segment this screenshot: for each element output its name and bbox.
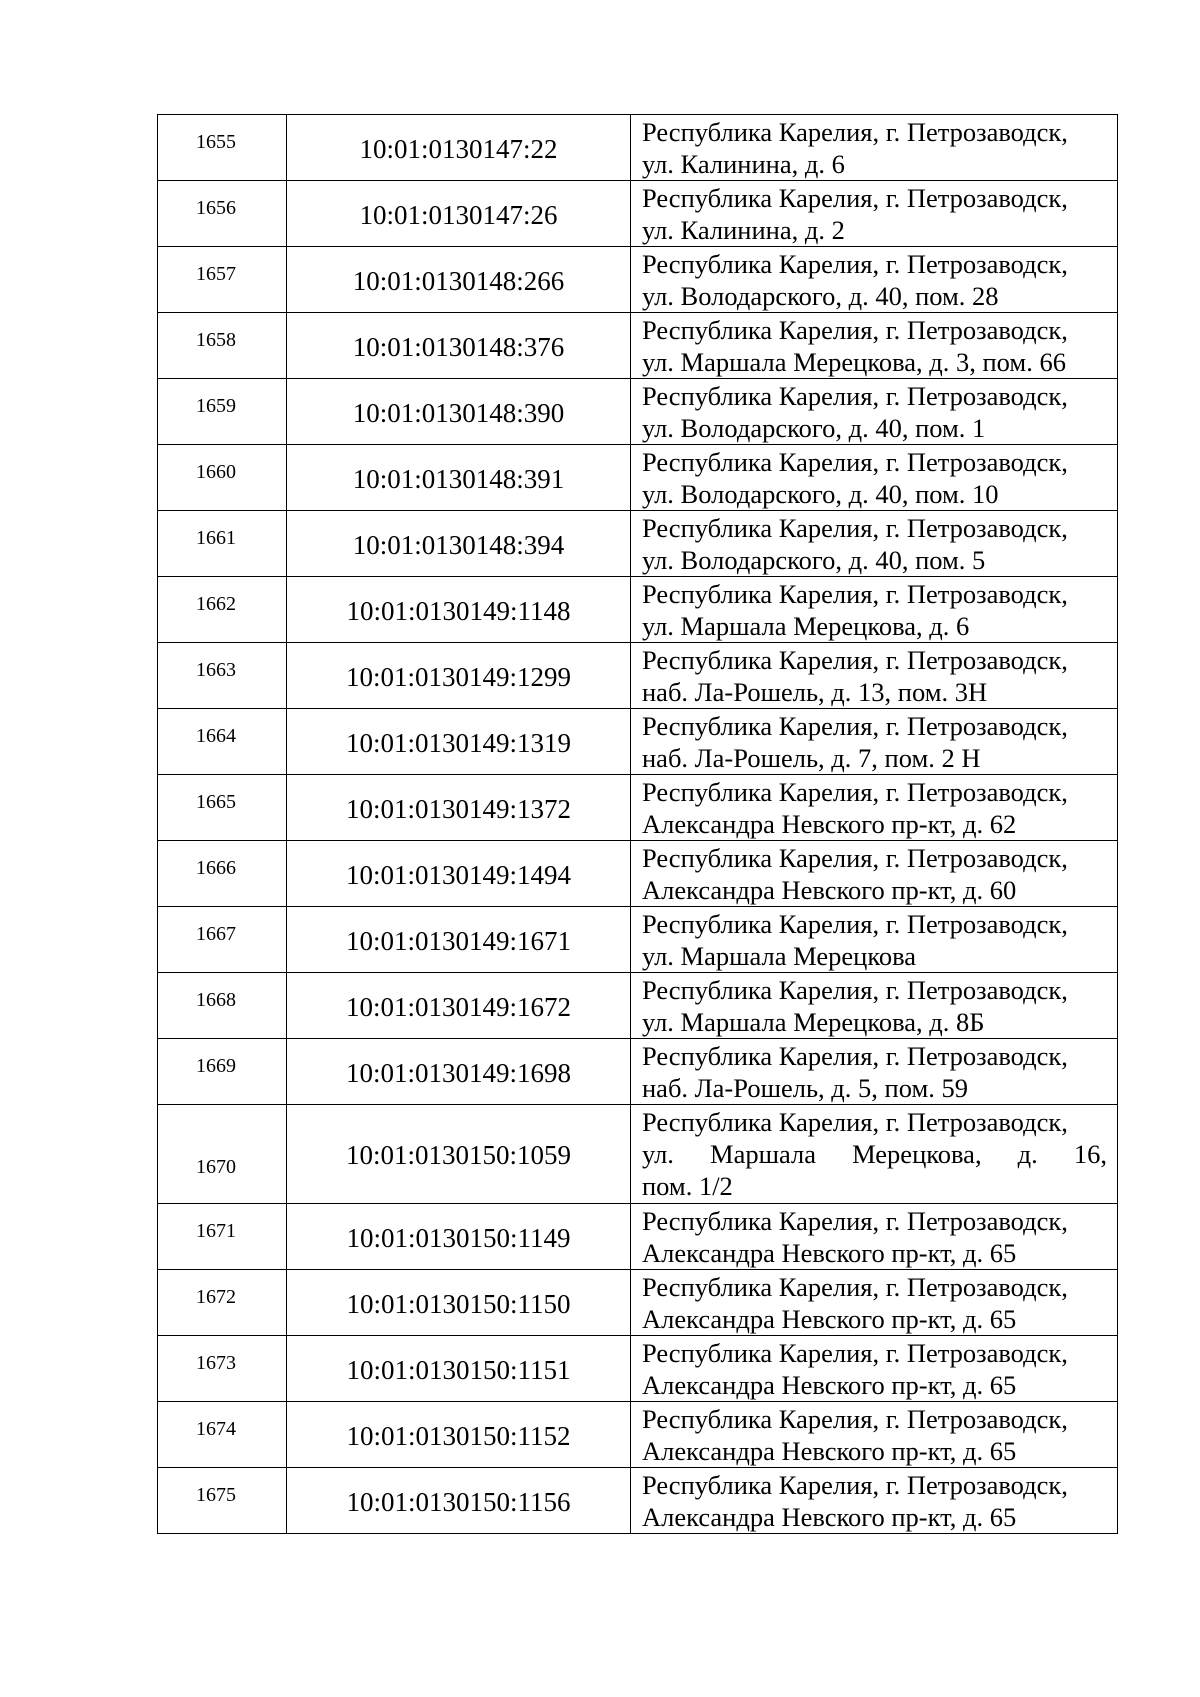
address-line: ул. Калинина, д. 2: [642, 215, 845, 245]
cadastral-number: 10:01:0130148:391: [352, 463, 565, 494]
table-row: [158, 445, 1118, 511]
row-number: 1671: [196, 1220, 236, 1242]
address-line: Александра Невского пр-кт, д. 65: [642, 1502, 1017, 1532]
row-number: 1670: [196, 1156, 236, 1178]
table-row: [158, 1336, 1118, 1402]
cadastral-number: 10:01:0130147:22: [359, 133, 558, 164]
address-line: Александра Невского пр-кт, д. 62: [642, 809, 1017, 839]
address-cell: [631, 1336, 1118, 1402]
address-line: Республика Карелия, г. Петрозаводск,: [642, 1470, 1068, 1500]
row-number-cell: [158, 445, 287, 511]
table-row: [158, 247, 1118, 313]
cadastral-number-cell: [287, 1468, 631, 1534]
address-cell: [631, 709, 1118, 775]
address-line: Александра Невского пр-кт, д. 65: [642, 1370, 1017, 1400]
address-cell: [631, 973, 1118, 1039]
cadastral-number-cell: [287, 1039, 631, 1105]
cadastral-number: 10:01:0130150:1151: [346, 1354, 571, 1385]
address-line: Республика Карелия, г. Петрозаводск,: [642, 579, 1068, 609]
row-number: 1668: [196, 989, 236, 1011]
row-number-cell: [158, 511, 287, 577]
cadastral-number-cell: [287, 1105, 631, 1204]
row-number-cell: [158, 181, 287, 247]
table-row: [158, 577, 1118, 643]
cadastral-number-cell: [287, 115, 631, 181]
table-row: [158, 973, 1118, 1039]
cadastral-number: 10:01:0130150:1152: [346, 1420, 571, 1451]
address-cell: [631, 643, 1118, 709]
address-line: ул. Маршала Мерецкова, д. 3, пом. 66: [642, 347, 1066, 377]
address-cell: [631, 313, 1118, 379]
row-number-cell: [158, 841, 287, 907]
address-cell: [631, 1270, 1118, 1336]
cadastral-number: 10:01:0130148:376: [352, 331, 565, 362]
address-line: наб. Ла-Рошель, д. 13, пом. 3Н: [642, 677, 988, 707]
cadastral-number-cell: [287, 181, 631, 247]
address-cell: [631, 181, 1118, 247]
row-number: 1658: [196, 329, 236, 351]
table-row: [158, 709, 1118, 775]
row-number-cell: [158, 907, 287, 973]
table-row: [158, 511, 1118, 577]
row-number: 1659: [196, 395, 236, 417]
cadastral-number-cell: [287, 379, 631, 445]
address-cell: [631, 1105, 1118, 1204]
cadastral-number: 10:01:0130150:1156: [346, 1486, 571, 1517]
cadastral-number-cell: [287, 1270, 631, 1336]
address-line: Республика Карелия, г. Петрозаводск,: [642, 1272, 1068, 1302]
row-number: 1663: [196, 659, 236, 681]
table-row: [158, 1204, 1118, 1270]
address-line: Республика Карелия, г. Петрозаводск,: [642, 249, 1068, 279]
row-number: 1667: [196, 923, 236, 945]
address-line: ул. Калинина, д. 6: [642, 149, 845, 179]
cadastral-number-cell: [287, 247, 631, 313]
row-number: 1674: [196, 1418, 236, 1440]
cadastral-number-cell: [287, 313, 631, 379]
address-line: Республика Карелия, г. Петрозаводск,: [642, 381, 1068, 411]
cadastral-number-cell: [287, 775, 631, 841]
row-number: 1661: [196, 527, 236, 549]
address-line: ул. Маршала Мерецкова: [642, 941, 917, 971]
table-row: [158, 1468, 1118, 1534]
address-line: Александра Невского пр-кт, д. 65: [642, 1436, 1017, 1466]
row-number-cell: [158, 1402, 287, 1468]
cadastral-number-cell: [287, 643, 631, 709]
row-number: 1672: [196, 1286, 236, 1308]
cadastral-number: 10:01:0130149:1494: [345, 859, 571, 890]
row-number-cell: [158, 115, 287, 181]
row-number-cell: [158, 1336, 287, 1402]
address-cell: [631, 247, 1118, 313]
row-number: 1665: [196, 791, 236, 813]
cadastral-number: 10:01:0130149:1372: [345, 793, 571, 824]
cadastral-number: 10:01:0130149:1148: [346, 595, 571, 626]
table-row: [158, 643, 1118, 709]
address-line: Республика Карелия, г. Петрозаводск,: [642, 711, 1068, 741]
row-number-cell: [158, 775, 287, 841]
cadastral-number: 10:01:0130149:1698: [345, 1057, 571, 1088]
address-line: Республика Карелия, г. Петрозаводск,: [642, 1206, 1068, 1236]
address-cell: [631, 1402, 1118, 1468]
cadastral-number: 10:01:0130150:1059: [345, 1140, 571, 1170]
cadastral-number-cell: [287, 1336, 631, 1402]
address-line: наб. Ла-Рошель, д. 7, пом. 2 Н: [642, 743, 981, 773]
row-number-cell: [158, 379, 287, 445]
row-number-cell: [158, 1204, 287, 1270]
row-number-cell: [158, 973, 287, 1039]
address-line: пом. 1/2: [642, 1171, 733, 1201]
address-line: ул. Маршала Мерецкова, д. 6: [642, 611, 970, 641]
cadastral-number-cell: [287, 445, 631, 511]
table-row: [158, 313, 1118, 379]
row-number-cell: [158, 1468, 287, 1534]
address-line: Республика Карелия, г. Петрозаводск,: [642, 1041, 1068, 1071]
cadastral-table: [157, 114, 1118, 1534]
row-number: 1656: [196, 197, 236, 219]
address-line: ул. Маршала Мерецкова, д. 8Б: [642, 1007, 985, 1037]
address-line: ул. Маршала Мерецкова, д. 16,: [642, 1139, 1107, 1169]
address-line: ул. Володарского, д. 40, пом. 10: [642, 479, 999, 509]
cadastral-number-cell: [287, 511, 631, 577]
address-line: Республика Карелия, г. Петрозаводск,: [642, 645, 1068, 675]
address-cell: [631, 379, 1118, 445]
address-line: Республика Карелия, г. Петрозаводск,: [642, 975, 1068, 1005]
address-cell: [631, 907, 1118, 973]
address-line: наб. Ла-Рошель, д. 5, пом. 59: [642, 1073, 968, 1103]
table-row: [158, 775, 1118, 841]
row-number: 1675: [196, 1484, 236, 1506]
cadastral-number: 10:01:0130148:266: [352, 265, 565, 296]
cadastral-number: 10:01:0130149:1671: [345, 925, 571, 956]
cadastral-number: 10:01:0130149:1299: [345, 661, 571, 692]
row-number: 1660: [196, 461, 236, 483]
address-line: Александра Невского пр-кт, д. 60: [642, 875, 1017, 905]
address-line: Республика Карелия, г. Петрозаводск,: [642, 1338, 1068, 1368]
table-row: [158, 907, 1118, 973]
table-row: [158, 1270, 1118, 1336]
cadastral-number: 10:01:0130149:1672: [345, 991, 571, 1022]
table-body: [158, 115, 1118, 1534]
address-line: Александра Невского пр-кт, д. 65: [642, 1304, 1017, 1334]
address-line: Александра Невского пр-кт, д. 65: [642, 1238, 1017, 1268]
cadastral-number: 10:01:0130150:1150: [346, 1288, 571, 1319]
cadastral-number: 10:01:0130148:390: [352, 397, 565, 428]
cadastral-number: 10:01:0130148:394: [352, 529, 565, 560]
table-row: [158, 1105, 1118, 1204]
cadastral-number-cell: [287, 841, 631, 907]
address-cell: [631, 775, 1118, 841]
address-line: Республика Карелия, г. Петрозаводск,: [642, 183, 1068, 213]
address-cell: [631, 511, 1118, 577]
cadastral-number-cell: [287, 907, 631, 973]
cadastral-number: 10:01:0130150:1149: [346, 1222, 571, 1253]
row-number: 1669: [196, 1055, 236, 1077]
address-line: Республика Карелия, г. Петрозаводск,: [642, 1107, 1068, 1137]
address-line: ул. Володарского, д. 40, пом. 1: [642, 413, 986, 443]
table-row: [158, 115, 1118, 181]
address-cell: [631, 1468, 1118, 1534]
row-number-cell: [158, 1105, 287, 1204]
address-cell: [631, 115, 1118, 181]
address-cell: [631, 1039, 1118, 1105]
row-number-cell: [158, 709, 287, 775]
cadastral-number-cell: [287, 973, 631, 1039]
row-number-cell: [158, 577, 287, 643]
table-row: [158, 841, 1118, 907]
address-line: Республика Карелия, г. Петрозаводск,: [642, 1404, 1068, 1434]
address-line: Республика Карелия, г. Петрозаводск,: [642, 843, 1068, 873]
table-row: [158, 379, 1118, 445]
address-line: Республика Карелия, г. Петрозаводск,: [642, 315, 1068, 345]
address-line: Республика Карелия, г. Петрозаводск,: [642, 447, 1068, 477]
address-line: ул. Володарского, д. 40, пом. 28: [642, 281, 999, 311]
row-number: 1673: [196, 1352, 236, 1374]
address-line: Республика Карелия, г. Петрозаводск,: [642, 117, 1068, 147]
row-number-cell: [158, 1270, 287, 1336]
row-number-cell: [158, 313, 287, 379]
row-number-cell: [158, 247, 287, 313]
table-row: [158, 1039, 1118, 1105]
row-number: 1657: [196, 263, 236, 285]
table-row: [158, 181, 1118, 247]
address-cell: [631, 1204, 1118, 1270]
row-number: 1662: [196, 593, 236, 615]
address-line: Республика Карелия, г. Петрозаводск,: [642, 513, 1068, 543]
row-number: 1655: [196, 131, 236, 153]
row-number: 1664: [196, 725, 236, 747]
cadastral-number-cell: [287, 1402, 631, 1468]
address-line: Республика Карелия, г. Петрозаводск,: [642, 909, 1068, 939]
cadastral-number-cell: [287, 1204, 631, 1270]
address-cell: [631, 445, 1118, 511]
address-line: ул. Володарского, д. 40, пом. 5: [642, 545, 986, 575]
address-cell: [631, 841, 1118, 907]
row-number-cell: [158, 1039, 287, 1105]
cadastral-number-cell: [287, 709, 631, 775]
cadastral-number: 10:01:0130147:26: [359, 199, 558, 230]
address-line: Республика Карелия, г. Петрозаводск,: [642, 777, 1068, 807]
cadastral-number: 10:01:0130149:1319: [345, 727, 571, 758]
address-cell: [631, 577, 1118, 643]
cadastral-number-cell: [287, 577, 631, 643]
row-number: 1666: [196, 857, 236, 879]
table-row: [158, 1402, 1118, 1468]
row-number-cell: [158, 643, 287, 709]
